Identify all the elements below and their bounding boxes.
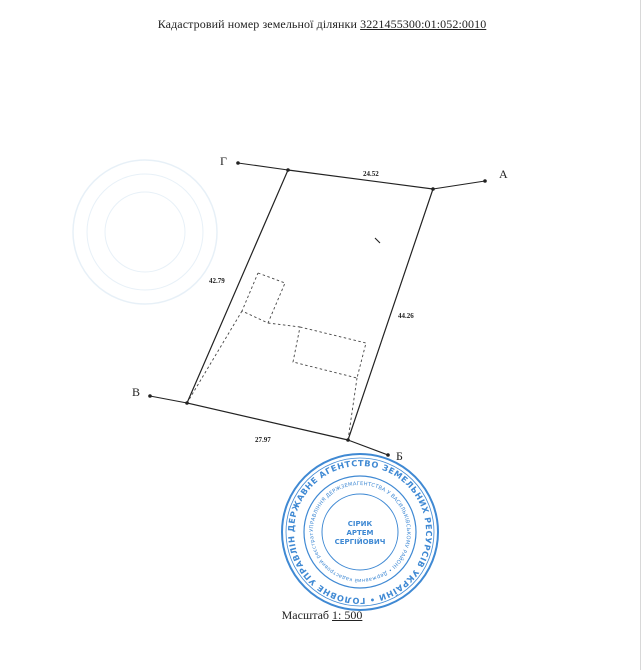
vertex-label-b: Б	[396, 449, 403, 463]
dimension-bottom: 27.97	[255, 436, 271, 444]
vertex-label-v: В	[132, 385, 141, 399]
stamp-name-line1: СІРИК	[347, 520, 373, 528]
interior-mark	[375, 238, 380, 243]
extension-line-g	[238, 163, 288, 170]
vertex-point-a	[483, 179, 487, 183]
scale-line	[0, 608, 644, 623]
faded-stamp	[73, 160, 217, 304]
dashed-line-left-down	[187, 311, 242, 403]
vertex-point-g-corner	[286, 168, 290, 172]
dashed-line-right-down	[348, 378, 357, 440]
scale-label: Масштаб	[281, 608, 330, 622]
extension-line-b	[348, 440, 388, 455]
vertex-point-v	[148, 394, 152, 398]
vertex-label-g: Г	[220, 154, 227, 168]
plot-boundary	[187, 170, 433, 440]
vertex-label-a: А	[499, 167, 508, 181]
dimension-left: 42.79	[209, 277, 225, 285]
vertex-point-v-corner	[185, 401, 189, 405]
stamp-inner-text: УПРАВЛІННЯ ДЕРЖЗЕМАГЕНТСТВА У ВАСИЛЬКІВСЬКОМУ РАЙОНІ • Державний кадастровий реєстрат	[308, 480, 412, 584]
extension-line-v	[150, 396, 187, 403]
stamp-name-line3: СЕРГІЙОВИЧ	[334, 538, 386, 546]
vertex-point-g	[236, 161, 240, 165]
vertex-point-b-corner	[346, 438, 350, 442]
stamp-outer-text: ДЕРЖАВНЕ АГЕНТСТВО ЗЕМЕЛЬНИХ РЕСУРСІВ УКРАЇНИ • ГОЛОВНЕ УПРАВЛІН	[285, 457, 435, 607]
vertex-point-b	[386, 453, 390, 457]
dashed-structure-right	[293, 327, 366, 378]
dimension-top: 24.52	[363, 170, 379, 178]
scale-value: 1: 500	[332, 608, 363, 622]
vertex-point-a-corner	[431, 187, 435, 191]
stamp-name-line2: АРТЕМ	[346, 529, 374, 537]
dashed-structure-left	[242, 273, 285, 323]
header-prefix: Кадастровий номер земельної ділянки	[157, 17, 357, 31]
extension-line-a	[433, 181, 485, 189]
dimension-right: 44.26	[398, 312, 414, 320]
dashed-connector	[268, 323, 300, 327]
cadastral-number: 3221455300:01:052:0010	[360, 17, 487, 31]
